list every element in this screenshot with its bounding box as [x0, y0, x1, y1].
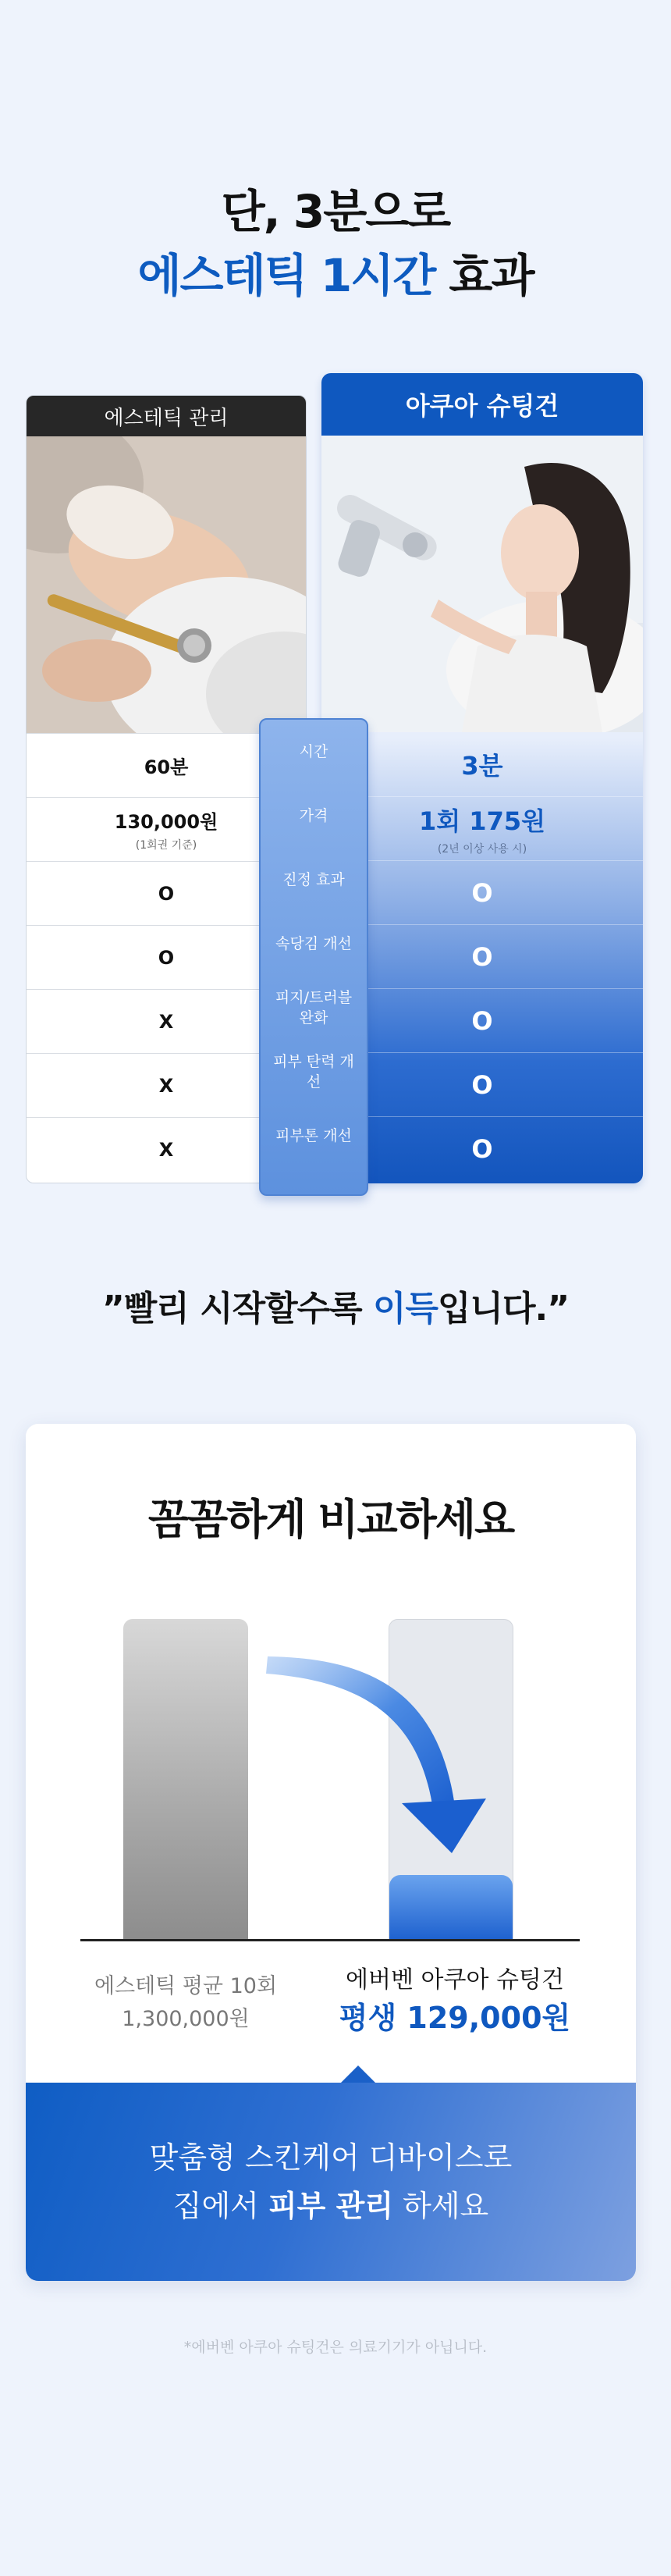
- chart-baseline: [80, 1939, 580, 1941]
- aesthetic-price: 130,000원: [114, 811, 218, 833]
- criteria-soothing: 진정 효과: [282, 871, 345, 888]
- aesthetic-treatment-photo: [27, 436, 306, 733]
- aqua-gun-elasticity-mark: O: [471, 1069, 493, 1100]
- quote-highlight: 이득: [372, 1289, 438, 1329]
- criteria-column: [259, 718, 368, 1196]
- banner-line2-bold: 피부 관리: [268, 2189, 394, 2223]
- footnote: *에버벤 아쿠아 슈팅건은 의료기기가 아닙니다.: [183, 2339, 488, 2356]
- aesthetic-cost-title: 에스테틱 평균 10회: [94, 1974, 278, 1998]
- aesthetic-cost-bar: [123, 1619, 248, 1939]
- down-arrow-icon: [260, 1650, 525, 1908]
- aesthetic-elasticity-mark: X: [158, 1074, 174, 1097]
- card-banner: [26, 2083, 636, 2281]
- card-title: 꼼꼼하게 비교하세요: [147, 1495, 514, 1544]
- aesthetic-cost-amount: 1,300,000원: [122, 2007, 250, 2031]
- banner-line2-post: 하세요: [393, 2189, 489, 2223]
- aqua-gun-header: 아쿠아 슈팅건: [321, 373, 643, 436]
- aqua-gun-price-cell: [321, 796, 643, 860]
- banner-notch: [341, 2065, 375, 2083]
- aesthetic-tone-mark: X: [158, 1138, 174, 1161]
- aqua-gun-product-name: 에버벤 아쿠아 슈팅건: [346, 1966, 564, 1994]
- aesthetic-time: 60분: [144, 756, 189, 778]
- aqua-gun-lifetime-price: 평생 129,000원: [339, 2001, 571, 2035]
- criteria-time: 시간: [299, 743, 328, 760]
- aqua-gun-rows: [321, 732, 643, 1180]
- aqua-gun-tone-mark: O: [471, 1133, 493, 1164]
- criteria-tone: 피부톤 개선: [275, 1127, 352, 1144]
- aesthetic-sebum-mark: X: [158, 1010, 174, 1033]
- aqua-gun-soothing-mark: O: [471, 877, 493, 908]
- aqua-gun-sebum-mark: O: [471, 1005, 493, 1036]
- aesthetic-cost-label: [69, 1970, 303, 2036]
- cost-comparison-card: [26, 1424, 636, 2281]
- criteria-elasticity: 피부 탄력 개선: [273, 1053, 354, 1091]
- criteria-dryness: 속당김 개선: [275, 935, 352, 952]
- aqua-gun-elasticity-cell: [321, 1052, 643, 1116]
- aqua-gun-dryness-mark: O: [471, 941, 493, 972]
- aesthetic-dryness-mark: O: [158, 946, 175, 969]
- headline-highlight: 에스테틱 1시간: [137, 249, 435, 302]
- aesthetic-soothing-mark: O: [158, 882, 175, 905]
- quote-before: ”빨리 시작할수록: [101, 1289, 373, 1329]
- aqua-gun-time-cell: [321, 732, 643, 796]
- quote-after: 입니다.”: [437, 1289, 570, 1329]
- comparison-table: [0, 0, 671, 1218]
- aqua-gun-column: [321, 373, 643, 1183]
- headline-line2-rest: 효과: [435, 249, 534, 302]
- criteria-price: 가격: [299, 807, 328, 824]
- aqua-gun-price-note: (2년 이상 사용 시): [437, 842, 527, 856]
- aqua-gun-cost-label: [330, 1962, 580, 2037]
- aqua-gun-sebum-cell: [321, 988, 643, 1052]
- banner-line1: 맞춤형 스킨케어 디바이스로: [149, 2140, 513, 2175]
- criteria-sebum: 피지/트러블 완화: [275, 989, 353, 1026]
- aqua-gun-price: 1회 175원: [418, 806, 546, 836]
- aqua-gun-tone-cell: [321, 1116, 643, 1180]
- aesthetic-header: 에스테틱 관리: [27, 396, 306, 436]
- aqua-gun-time: 3분: [461, 751, 503, 781]
- headline-line1: 단, 3분으로: [221, 185, 450, 238]
- aqua-gun-dryness-cell: [321, 924, 643, 988]
- banner-line2: [173, 2182, 489, 2230]
- aqua-gun-soothing-cell: [321, 860, 643, 924]
- aesthetic-price-note: (1회권 기준): [135, 839, 197, 852]
- quote: [0, 1280, 671, 1330]
- banner-line2-pre: 집에서: [172, 2189, 268, 2223]
- aqua-gun-product-photo: [321, 436, 643, 732]
